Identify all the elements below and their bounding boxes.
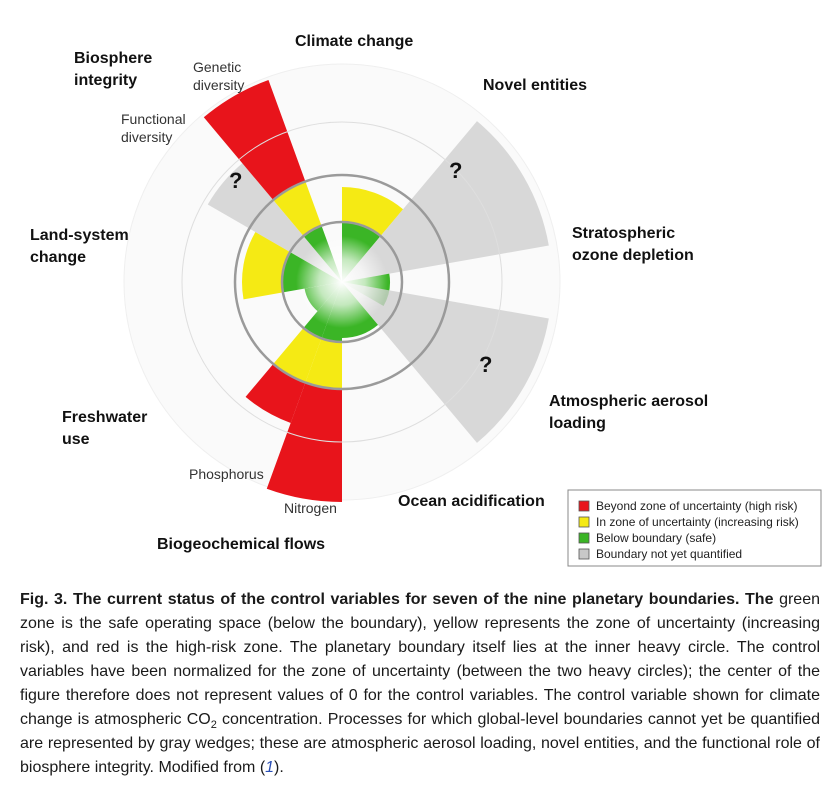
legend-swatch-gray [579, 549, 589, 559]
label-freshwater-line1: Freshwater [62, 409, 148, 426]
caption-co2-subscript: 2 [210, 719, 217, 732]
legend-swatch-green [579, 533, 589, 543]
caption-reference-link[interactable]: 1 [265, 759, 275, 776]
legend-swatch-red [579, 501, 589, 511]
label-phosphorus: Phosphorus [189, 466, 264, 482]
label-biosphere-line1: Biosphere [74, 50, 153, 67]
label-ocean-acidification: Ocean acidification [398, 493, 545, 510]
label-novel-entities: Novel entities [483, 77, 588, 94]
question-mark-novel-entities: ? [449, 158, 463, 183]
question-mark-aerosol-loading: ? [479, 352, 493, 377]
figure-caption [20, 588, 820, 780]
label-climate-change: Climate change [295, 33, 414, 50]
caption-title: Fig. 3. The current status of the control variables for seven of the nine planetary boundaries. The [20, 591, 774, 608]
legend-label-safe: Below boundary (safe) [596, 531, 717, 545]
label-genetic-line1: Genetic [193, 59, 242, 75]
center-glow [296, 236, 388, 328]
label-functional-line1: Functional [121, 111, 186, 127]
label-land-system-line2: change [30, 249, 87, 266]
legend-label-high-risk: Beyond zone of uncertainty (high risk) [596, 499, 798, 513]
label-stratospheric-line1: Stratospheric [572, 225, 676, 242]
question-mark-functional-diversity: ? [229, 168, 243, 193]
caption-body-part2: concentration. Processes for which global-level boundaries cannot yet be quantified are represented by gray wedges; these are atmospheric aerosol loading, novel entities, and the functional role of biosphere integrity. Modified from ( [20, 711, 821, 776]
label-genetic-line2: diversity [193, 77, 245, 93]
label-freshwater-line2: use [62, 431, 90, 448]
label-nitrogen: Nitrogen [284, 500, 337, 516]
legend-label-not-quantified: Boundary not yet quantified [596, 547, 743, 561]
label-stratospheric-line2: ozone depletion [572, 247, 694, 264]
label-aerosol-line1: Atmospheric aerosol [549, 393, 709, 410]
label-biosphere-line2: integrity [74, 72, 138, 89]
label-aerosol-line2: loading [549, 415, 606, 432]
legend [568, 490, 821, 566]
caption-body-part1: green zone is the safe operating space (below the boundary), yellow represents the zone of uncertainty (increasing risk), and red is the high-risk zone. The planetary boundary itself lies at the inner heavy circle. The control variables have been normalized for the zone of uncertainty (between the two heavy circles); the center of the figure therefore does not represent values of 0 for the control variables. The control variable shown for climate change is atmospheric CO [20, 591, 820, 728]
label-biogeochemical-flows: Biogeochemical flows [157, 536, 326, 553]
legend-swatch-yellow [579, 517, 589, 527]
caption-body-part3: ). [274, 759, 284, 776]
label-functional-line2: diversity [121, 129, 173, 145]
label-land-system-line1: Land-system [30, 227, 129, 244]
legend-label-increasing-risk: In zone of uncertainty (increasing risk) [596, 515, 799, 529]
